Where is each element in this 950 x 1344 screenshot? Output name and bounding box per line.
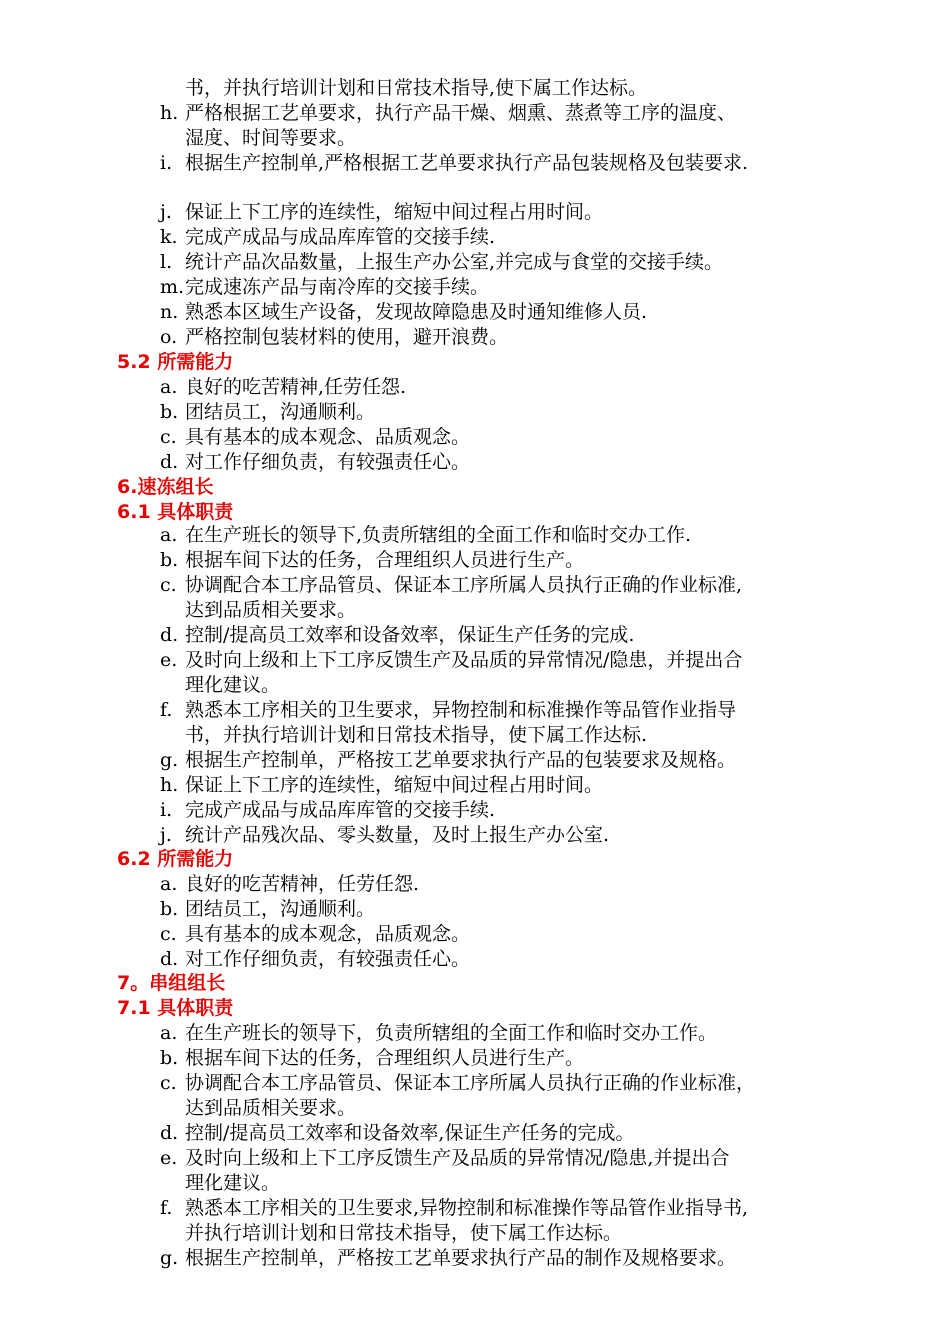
list-item-label: d. (160, 1122, 179, 1144)
list-item-continuation: 理化建议。 (185, 674, 281, 696)
list-item (160, 250, 723, 274)
list-item-continuation: 并执行培训计划和日常技术指导，使下属工作达标。 (185, 1222, 623, 1244)
list-item-label: g. (160, 749, 179, 771)
list-item (160, 872, 419, 896)
list-item-text: 统计产品残次品、零头数量，及时上报生产办公室. (185, 824, 610, 846)
list-item-text: 熟悉本工序相关的卫生要求,异物控制和标准操作等品管作业指导书, (185, 1197, 749, 1219)
list-item (160, 698, 736, 722)
list-item-text: 及时向上级和上下工序反馈生产及品质的异常情况/隐患,并提出合 (185, 1147, 730, 1169)
list-item-text: 熟悉本工序相关的卫生要求，异物控制和标准操作等品管作业指导 (185, 699, 737, 721)
list-item-label: c. (160, 574, 177, 596)
list-item-label: a. (160, 873, 178, 895)
list-item (160, 151, 748, 175)
list-item-text: 良好的吃苦精神,任劳任怨. (185, 376, 407, 398)
list-item-text: 及时向上级和上下工序反馈生产及品质的异常情况/隐患，并提出合 (185, 649, 743, 671)
section-heading: 7.1 具体职责 (117, 997, 234, 1019)
list-item (160, 947, 470, 971)
list-item (160, 922, 470, 946)
list-item-label: d. (160, 948, 179, 970)
list-item-label: j. (160, 824, 172, 846)
list-item (160, 1046, 584, 1070)
list-item (160, 450, 470, 474)
list-item-text: 根据生产控制单，严格按工艺单要求执行产品的包装要求及规格。 (185, 749, 737, 771)
section-heading: 6.速冻组长 (117, 476, 214, 498)
list-item-label: n. (160, 301, 179, 323)
list-item (160, 548, 584, 572)
list-item-text: 根据生产控制单，严格按工艺单要求执行产品的制作及规格要求。 (185, 1247, 737, 1269)
list-item (160, 1246, 736, 1270)
list-item-label: f. (160, 699, 173, 721)
list-item-label: d. (160, 451, 179, 473)
list-item-continuation: 湿度、时间等要求。 (185, 127, 357, 149)
list-item-continuation: 书，并执行培训计划和日常技术指导，使下属工作达标. (185, 724, 648, 746)
list-item-text: 完成速冻产品与南冷库的交接手续。 (185, 276, 490, 298)
list-item-text: 团结员工，沟通顺利。 (185, 401, 376, 423)
list-item (160, 275, 489, 299)
list-item-label: h. (160, 102, 179, 124)
list-item-continuation: 理化建议。 (185, 1172, 281, 1194)
list-item-continuation: 达到品质相关要求。 (185, 1097, 357, 1119)
section-heading: 6.1 具体职责 (117, 501, 234, 523)
list-item (160, 375, 406, 399)
list-item (160, 300, 647, 324)
list-item-label: a. (160, 524, 178, 546)
list-item-label: k. (160, 226, 178, 248)
list-item-text: 对工作仔细负责，有较强责任心。 (185, 451, 471, 473)
list-item-text: 根据生产控制单,严格根据工艺单要求执行产品包装规格及包装要求. (185, 152, 749, 174)
list-item (160, 823, 609, 847)
list-item (160, 523, 691, 547)
list-item-text: 完成产成品与成品库库管的交接手续. (185, 226, 496, 248)
list-item-text: 根据车间下达的任务，合理组织人员进行生产。 (185, 1047, 585, 1069)
list-item-label: i. (160, 799, 173, 821)
list-item (160, 101, 736, 125)
list-item-continuation: 达到品质相关要求。 (185, 599, 357, 621)
list-item-label: l. (160, 251, 173, 273)
list-item-text: 完成产成品与成品库库管的交接手续. (185, 799, 496, 821)
list-item-text: 控制/提高员工效率和设备效率，保证生产任务的完成. (185, 624, 635, 646)
list-item-label: g. (160, 1247, 179, 1269)
list-item (160, 573, 742, 597)
list-item-text: 在生产班长的领导下,负责所辖组的全面工作和临时交办工作. (185, 524, 692, 546)
list-item-text: 保证上下工序的连续性，缩短中间过程占用时间。 (185, 201, 604, 223)
list-item (160, 425, 470, 449)
list-item-text: 统计产品次品数量，上报生产办公室,并完成与食堂的交接手续。 (185, 251, 724, 273)
list-item-text: 良好的吃苦精神，任劳任怨. (185, 873, 420, 895)
list-item-text: 严格控制包装材料的使用，避开浪费。 (185, 326, 509, 348)
list-item-label: a. (160, 1022, 178, 1044)
list-item-label: i. (160, 152, 173, 174)
section-heading: 7。串组组长 (117, 972, 226, 994)
list-item-text: 对工作仔细负责，有较强责任心。 (185, 948, 471, 970)
list-item (160, 200, 603, 224)
list-item-label: b. (160, 401, 179, 423)
list-item-text: 具有基本的成本观念，品质观念。 (185, 923, 471, 945)
list-item (160, 648, 742, 672)
list-item (160, 1021, 717, 1045)
section-heading: 5.2 所需能力 (117, 351, 234, 373)
list-item (160, 1121, 634, 1145)
list-item-text: 在生产班长的领导下，负责所辖组的全面工作和临时交办工作。 (185, 1022, 718, 1044)
list-item-text: 严格根据工艺单要求，执行产品干燥、烟熏、蒸煮等工序的温度、 (185, 102, 737, 124)
list-item (160, 400, 375, 424)
section-heading: 6.2 所需能力 (117, 848, 234, 870)
list-item-label: e. (160, 1147, 178, 1169)
list-item-text: 具有基本的成本观念、品质观念。 (185, 426, 471, 448)
list-item-text: 协调配合本工序品管员、保证本工序所属人员执行正确的作业标准， (185, 1072, 756, 1094)
list-item-text: 熟悉本区域生产设备，发现故障隐患及时通知维修人员. (185, 301, 648, 323)
list-item (160, 748, 736, 772)
list-item-label: o. (160, 326, 178, 348)
list-item-label: h. (160, 774, 179, 796)
list-item-label: f. (160, 1197, 173, 1219)
list-item (160, 1146, 729, 1170)
list-item (160, 1071, 755, 1095)
list-item-label: j. (160, 201, 172, 223)
list-item-text: 团结员工，沟通顺利。 (185, 898, 376, 920)
list-item-label: c. (160, 923, 177, 945)
list-item (160, 773, 603, 797)
list-item-label: c. (160, 426, 177, 448)
list-item-text: 控制/提高员工效率和设备效率,保证生产任务的完成。 (185, 1122, 635, 1144)
list-item-continuation: 书，并执行培训计划和日常技术指导,使下属工作达标。 (185, 77, 648, 99)
list-item-label: c. (160, 1072, 177, 1094)
list-item-text: 保证上下工序的连续性，缩短中间过程占用时间。 (185, 774, 604, 796)
list-item-label: d. (160, 624, 179, 646)
list-item (160, 798, 495, 822)
list-item (160, 325, 508, 349)
list-item (160, 897, 375, 921)
list-item-text: 协调配合本工序品管员、保证本工序所属人员执行正确的作业标准, (185, 574, 743, 596)
list-item (160, 225, 495, 249)
list-item-label: m. (160, 276, 185, 298)
list-item-label: b. (160, 898, 179, 920)
list-item-label: b. (160, 549, 179, 571)
list-item-text: 根据车间下达的任务，合理组织人员进行生产。 (185, 549, 585, 571)
list-item (160, 1196, 748, 1220)
list-item-label: a. (160, 376, 178, 398)
list-item-label: e. (160, 649, 178, 671)
list-item (160, 623, 634, 647)
list-item-label: b. (160, 1047, 179, 1069)
